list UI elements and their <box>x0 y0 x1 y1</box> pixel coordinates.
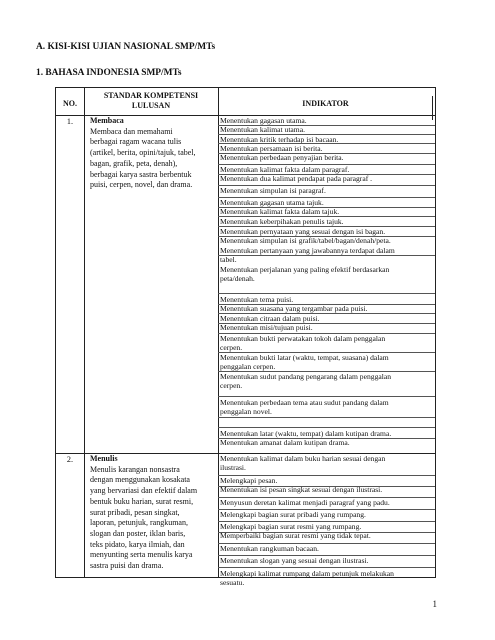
indikator-line: Menentukan perbedaan penyajian berita. <box>220 153 344 163</box>
indikator-line: tabel. <box>220 255 237 265</box>
standar-line: (artikel, berita, opini/tajuk, tabel, <box>90 148 196 158</box>
indikator-line: sesuatu. <box>220 578 245 588</box>
standar-line: menyunting serta menulis karya <box>90 550 193 560</box>
header-standar-line1: STANDAR KOMPETENSI <box>103 91 199 100</box>
indikator-separator <box>218 475 435 476</box>
indikator-line: Menentukan simpulan isi grafik/tabel/bagan/denah/peta. <box>220 236 391 246</box>
kisi-kisi-table <box>55 87 436 588</box>
indikator-separator <box>218 197 435 198</box>
indikator-line: Menentukan citraan dalam puisi. <box>220 313 320 323</box>
indikator-separator <box>218 216 435 217</box>
indikator-separator <box>218 486 435 487</box>
indikator-line: Menentukan tema puisi. <box>220 295 294 304</box>
standar-kompetensi-menulis <box>90 454 212 572</box>
indikator-line: Menentukan pertanyaan yang jawabannya terdapat dalam <box>220 245 395 255</box>
indikator-line: Menentukan kalimat fakta dalam paragraf. <box>220 165 350 174</box>
indikator-separator <box>218 313 435 314</box>
indikator-line: Menentukan misi/tujuan puisi. <box>220 323 313 333</box>
indikator-separator <box>218 134 435 135</box>
standar-line: bentuk buku harian, surat resmi, <box>90 496 194 506</box>
indikator-separator <box>218 509 435 510</box>
indikator-line: cerpen. <box>220 343 243 353</box>
header-indikator: INDIKATOR <box>302 99 349 108</box>
standar-line: puisi, cerpen, novel, dan drama. <box>90 180 193 190</box>
indikator-separator <box>218 417 435 418</box>
indikator-line: peta/denah. <box>220 274 255 284</box>
indikator-line: Melengkapi pesan. <box>220 476 278 485</box>
indikator-line: Menentukan isi pesan singkat sesuai dengan ilustrasi. <box>220 485 383 495</box>
indikator-line: Menentukan bukti latar (waktu, tempat, suasana) dalam <box>220 352 389 362</box>
header-no: NO. <box>63 99 77 108</box>
indikator-line: Menentukan dua kalimat pendapat pada paragraf . <box>220 174 373 184</box>
indikator-line: Melengkapi kalimat rumpang dalam petunjuk melakukan <box>220 569 394 578</box>
indikator-line: Menentukan kalimat dalam buku harian sesuai dengan <box>220 454 386 463</box>
indikator-line: Melengkapi bagian surat pribadi yang rumpang. <box>220 510 366 519</box>
indikator-separator <box>218 236 435 237</box>
column-divider <box>84 88 85 577</box>
indikator-line: Menentukan suasana yang tergambar pada puisi. <box>220 304 368 314</box>
indikator-separator <box>218 143 435 144</box>
indikator-separator <box>218 125 435 126</box>
indikator-line: Menyusun deretan kalimat menjadi paragraf yang padu. <box>220 498 390 507</box>
indikator-separator <box>218 333 435 334</box>
standar-line: laporan, petunjuk, rangkuman, <box>90 518 188 528</box>
indikator-separator <box>218 521 435 522</box>
indikator-separator <box>218 153 435 154</box>
indikator-line: penggalan novel. <box>220 407 272 417</box>
standar-kompetensi-membaca <box>90 116 212 191</box>
indikator-line: Menentukan amanat dalam kutipan drama. <box>220 438 350 448</box>
indikator-line: cerpen. <box>220 381 243 391</box>
standar-line: sastra puisi dan drama. <box>90 561 164 571</box>
indikator-separator <box>218 293 435 294</box>
indikator-separator <box>218 226 435 227</box>
indikator-line: Menentukan bukti perwatakan tokoh dalam penggalan <box>220 334 386 343</box>
section-heading: A. KISI-KISI UJIAN NASIONAL SMP/MTs <box>36 42 216 52</box>
indikator-line: ilustrasi. <box>220 463 246 473</box>
indikator-line: Menentukan rangkuman bacaan. <box>220 544 319 553</box>
standar-line: berbagai karya sastra berbentuk <box>90 169 192 179</box>
header-standar-line2: LULUSAN <box>131 101 171 110</box>
standar-title: Membaca <box>90 116 124 125</box>
indikator-line: Menentukan kritik terhadap isi bacaan. <box>220 134 339 144</box>
indikator-line: Menentukan slogan yang sesuai dengan ilustrasi. <box>220 556 369 565</box>
page-number: 1 <box>432 599 437 609</box>
indikator-line: Menentukan persamaan isi berita. <box>220 144 323 153</box>
row-number: 1. <box>66 117 74 126</box>
indikator-line: Menentukan kalimat fakta dalam tajuk. <box>220 207 340 217</box>
header-standar-kompetensi <box>84 91 218 111</box>
indikator-line: penggalan cerpen. <box>220 362 276 372</box>
standar-line: yang bervariasi dan efektif dalam <box>90 486 198 496</box>
indikator-separator <box>218 543 435 544</box>
standar-line: Membaca dan memahami <box>90 126 173 136</box>
standar-line: slogan dan poster, iklan baris, <box>90 528 186 538</box>
standar-line: Menulis karangan nonsastra <box>90 464 180 474</box>
indikator-separator <box>218 352 435 353</box>
indikator-separator <box>218 371 435 372</box>
row-number: 2. <box>66 455 74 464</box>
standar-line: bagan, grafik, peta, denah), <box>90 158 178 168</box>
indikator-line: Menentukan pernyataan yang sesuai dengan isi bagan. <box>220 227 386 236</box>
indikator-line: Menentukan perbedaan tema atau sudut pandang dalam <box>220 398 389 407</box>
indikator-separator <box>218 497 435 498</box>
indikator-line: Memperbaiki bagian surat resmi yang tidak tepat. <box>220 531 371 541</box>
indikator-line: Menentukan sudut pandang pengarang dalam penggalan <box>220 371 392 381</box>
indikator-line: Menentukan latar (waktu, tempat) dalam kutipan drama. <box>220 429 392 438</box>
standar-line: berbagai ragam wacana tulis <box>90 137 182 147</box>
indikator-separator <box>218 438 435 439</box>
indikator-separator <box>218 207 435 208</box>
indikator-line: Menentukan simpulan isi paragraf. <box>220 186 326 195</box>
standar-title: Menulis <box>90 454 118 463</box>
standar-line: dengan menggunakan kosakata <box>90 475 190 485</box>
indikator-separator <box>218 567 435 568</box>
indikator-separator <box>218 255 435 256</box>
indikator-line: Menentukan keberpihakan penulis tajuk. <box>220 216 344 226</box>
indikator-line: Menentukan gagasan utama. <box>220 116 307 125</box>
indikator-separator <box>218 555 435 556</box>
indikator-separator <box>218 174 435 175</box>
indikator-separator <box>218 304 435 305</box>
subsection-heading: 1. BAHASA INDONESIA SMP/MTs <box>36 68 182 78</box>
indikator-separator <box>218 532 435 533</box>
standar-line: surat pribadi, pesan singkat, <box>90 507 180 517</box>
indikator-line: Melengkapi bagian surat resmi yang rumpang. <box>220 522 362 531</box>
standar-line: teks pidato, karya ilmiah, dan <box>90 539 185 549</box>
indikator-separator <box>218 323 435 324</box>
indikator-line: Menentukan perjalanan yang paling efektif berdasarkan <box>220 264 390 274</box>
indikator-separator <box>218 396 435 397</box>
indikator-line: Menentukan gagasan utama tajuk. <box>220 198 324 207</box>
indikator-separator <box>218 185 435 186</box>
indikator-separator <box>218 427 435 428</box>
indikator-separators <box>218 88 435 577</box>
indikator-separator <box>218 164 435 165</box>
indikator-line: Menentukan kalimat utama. <box>220 125 305 135</box>
